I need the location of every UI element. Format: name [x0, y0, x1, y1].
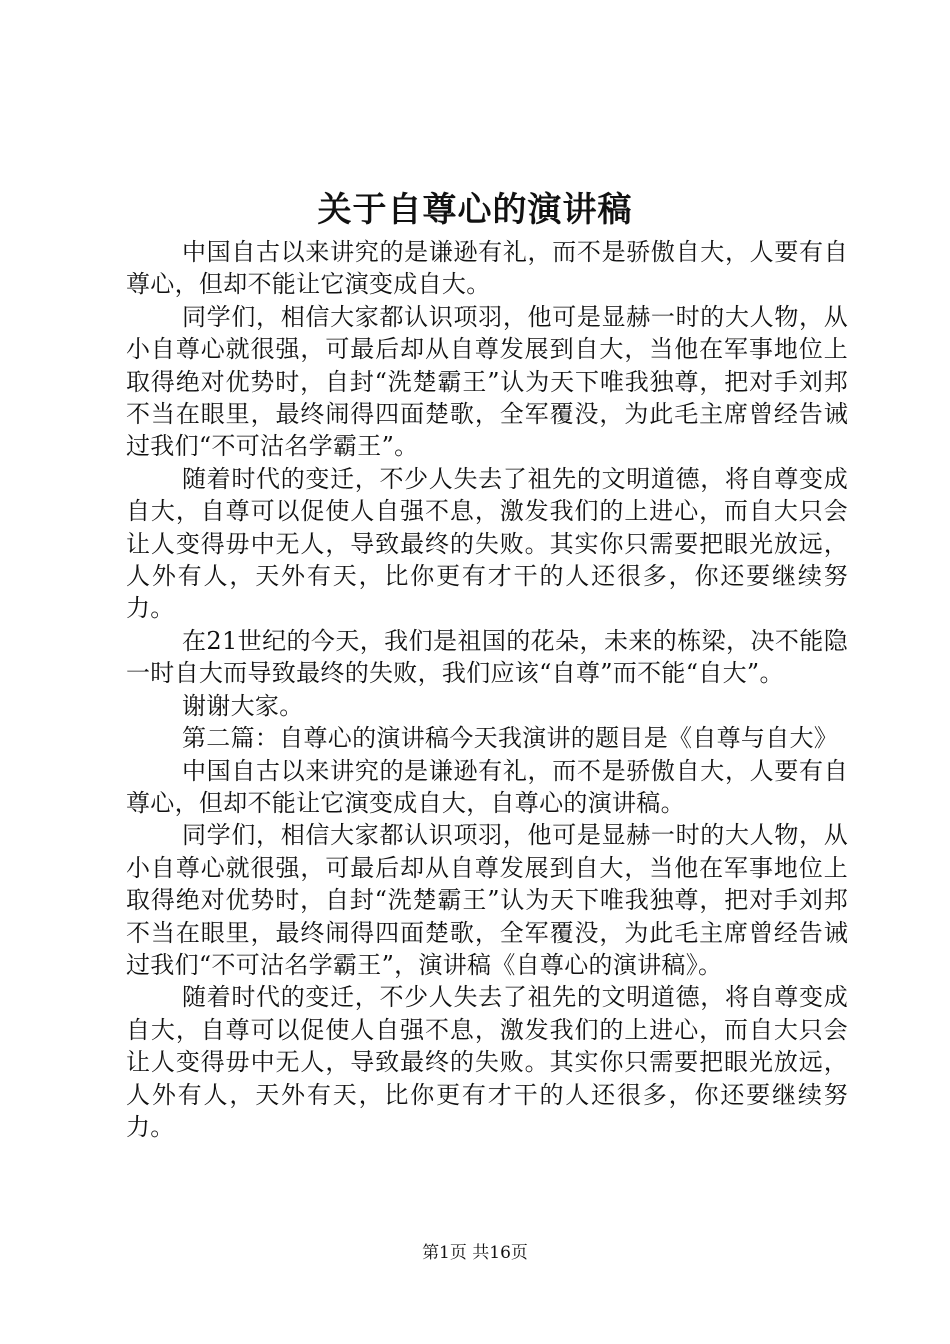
paragraph: 中国自古以来讲究的是谦逊有礼，而不是骄傲自大，人要有自尊心，但却不能让它演变成自大，自尊心的演讲稿。	[126, 756, 848, 817]
paragraph: 同学们，相信大家都认识项羽，他可是显赫一时的大人物，从小自尊心就很强，可最后却从自尊发展到自大，当他在军事地位上取得绝对优势时，自封“洗楚霸王”认为天下唯我独尊，把对手刘邦不当在眼里，最终闹得四面楚歌，全军覆没，为此毛主席曾经告诫过我们“不可沽名学霸王”。	[126, 302, 848, 461]
paragraph: 随着时代的变迁，不少人失去了祖先的文明道德，将自尊变成自大，自尊可以促使人自强不息，激发我们的上进心，而自大只会让人变得毋中无人，导致最终的失败。其实你只需要把眼光放远，人外有人，天外有天，比你更有才干的人还很多，你还要继续努力。	[126, 983, 848, 1141]
paragraph: 同学们，相信大家都认识项羽，他可是显赫一时的大人物，从小自尊心就很强，可最后却从自尊发展到自大，当他在军事地位上取得绝对优势时，自封“洗楚霸王”认为天下唯我独尊，把对手刘邦不当在眼里，最终闹得四面楚歌，全军覆没，为此毛主席曾经告诫过我们“不可沽名学霸王”，演讲稿《自尊心的演讲稿》。	[126, 821, 848, 979]
document-title: 关于自尊心的演讲稿	[317, 190, 633, 230]
page-footer: 第1页 共16页	[422, 1243, 528, 1263]
section-heading-paragraph: 第二篇：自尊心的演讲稿今天我演讲的题目是《自尊与自大》	[182, 724, 839, 753]
paragraph: 随着时代的变迁，不少人失去了祖先的文明道德，将自尊变成自大，自尊可以促使人自强不息，激发我们的上进心，而自大只会让人变得毋中无人，导致最终的失败。其实你只需要把眼光放远，人外有人，天外有天，比你更有才干的人还很多，你还要继续努力。	[126, 464, 848, 623]
paragraph: 谢谢大家。	[182, 691, 304, 720]
document-body	[126, 236, 848, 1143]
paragraph: 在21世纪的今天，我们是祖国的花朵，未来的栋梁，决不能隐一时自大而导致最终的失败，我们应该“自尊”而不能“自大”。	[126, 626, 848, 688]
paragraph: 中国自古以来讲究的是谦逊有礼，而不是骄傲自大，人要有自尊心，但却不能让它演变成自大。	[126, 238, 848, 299]
